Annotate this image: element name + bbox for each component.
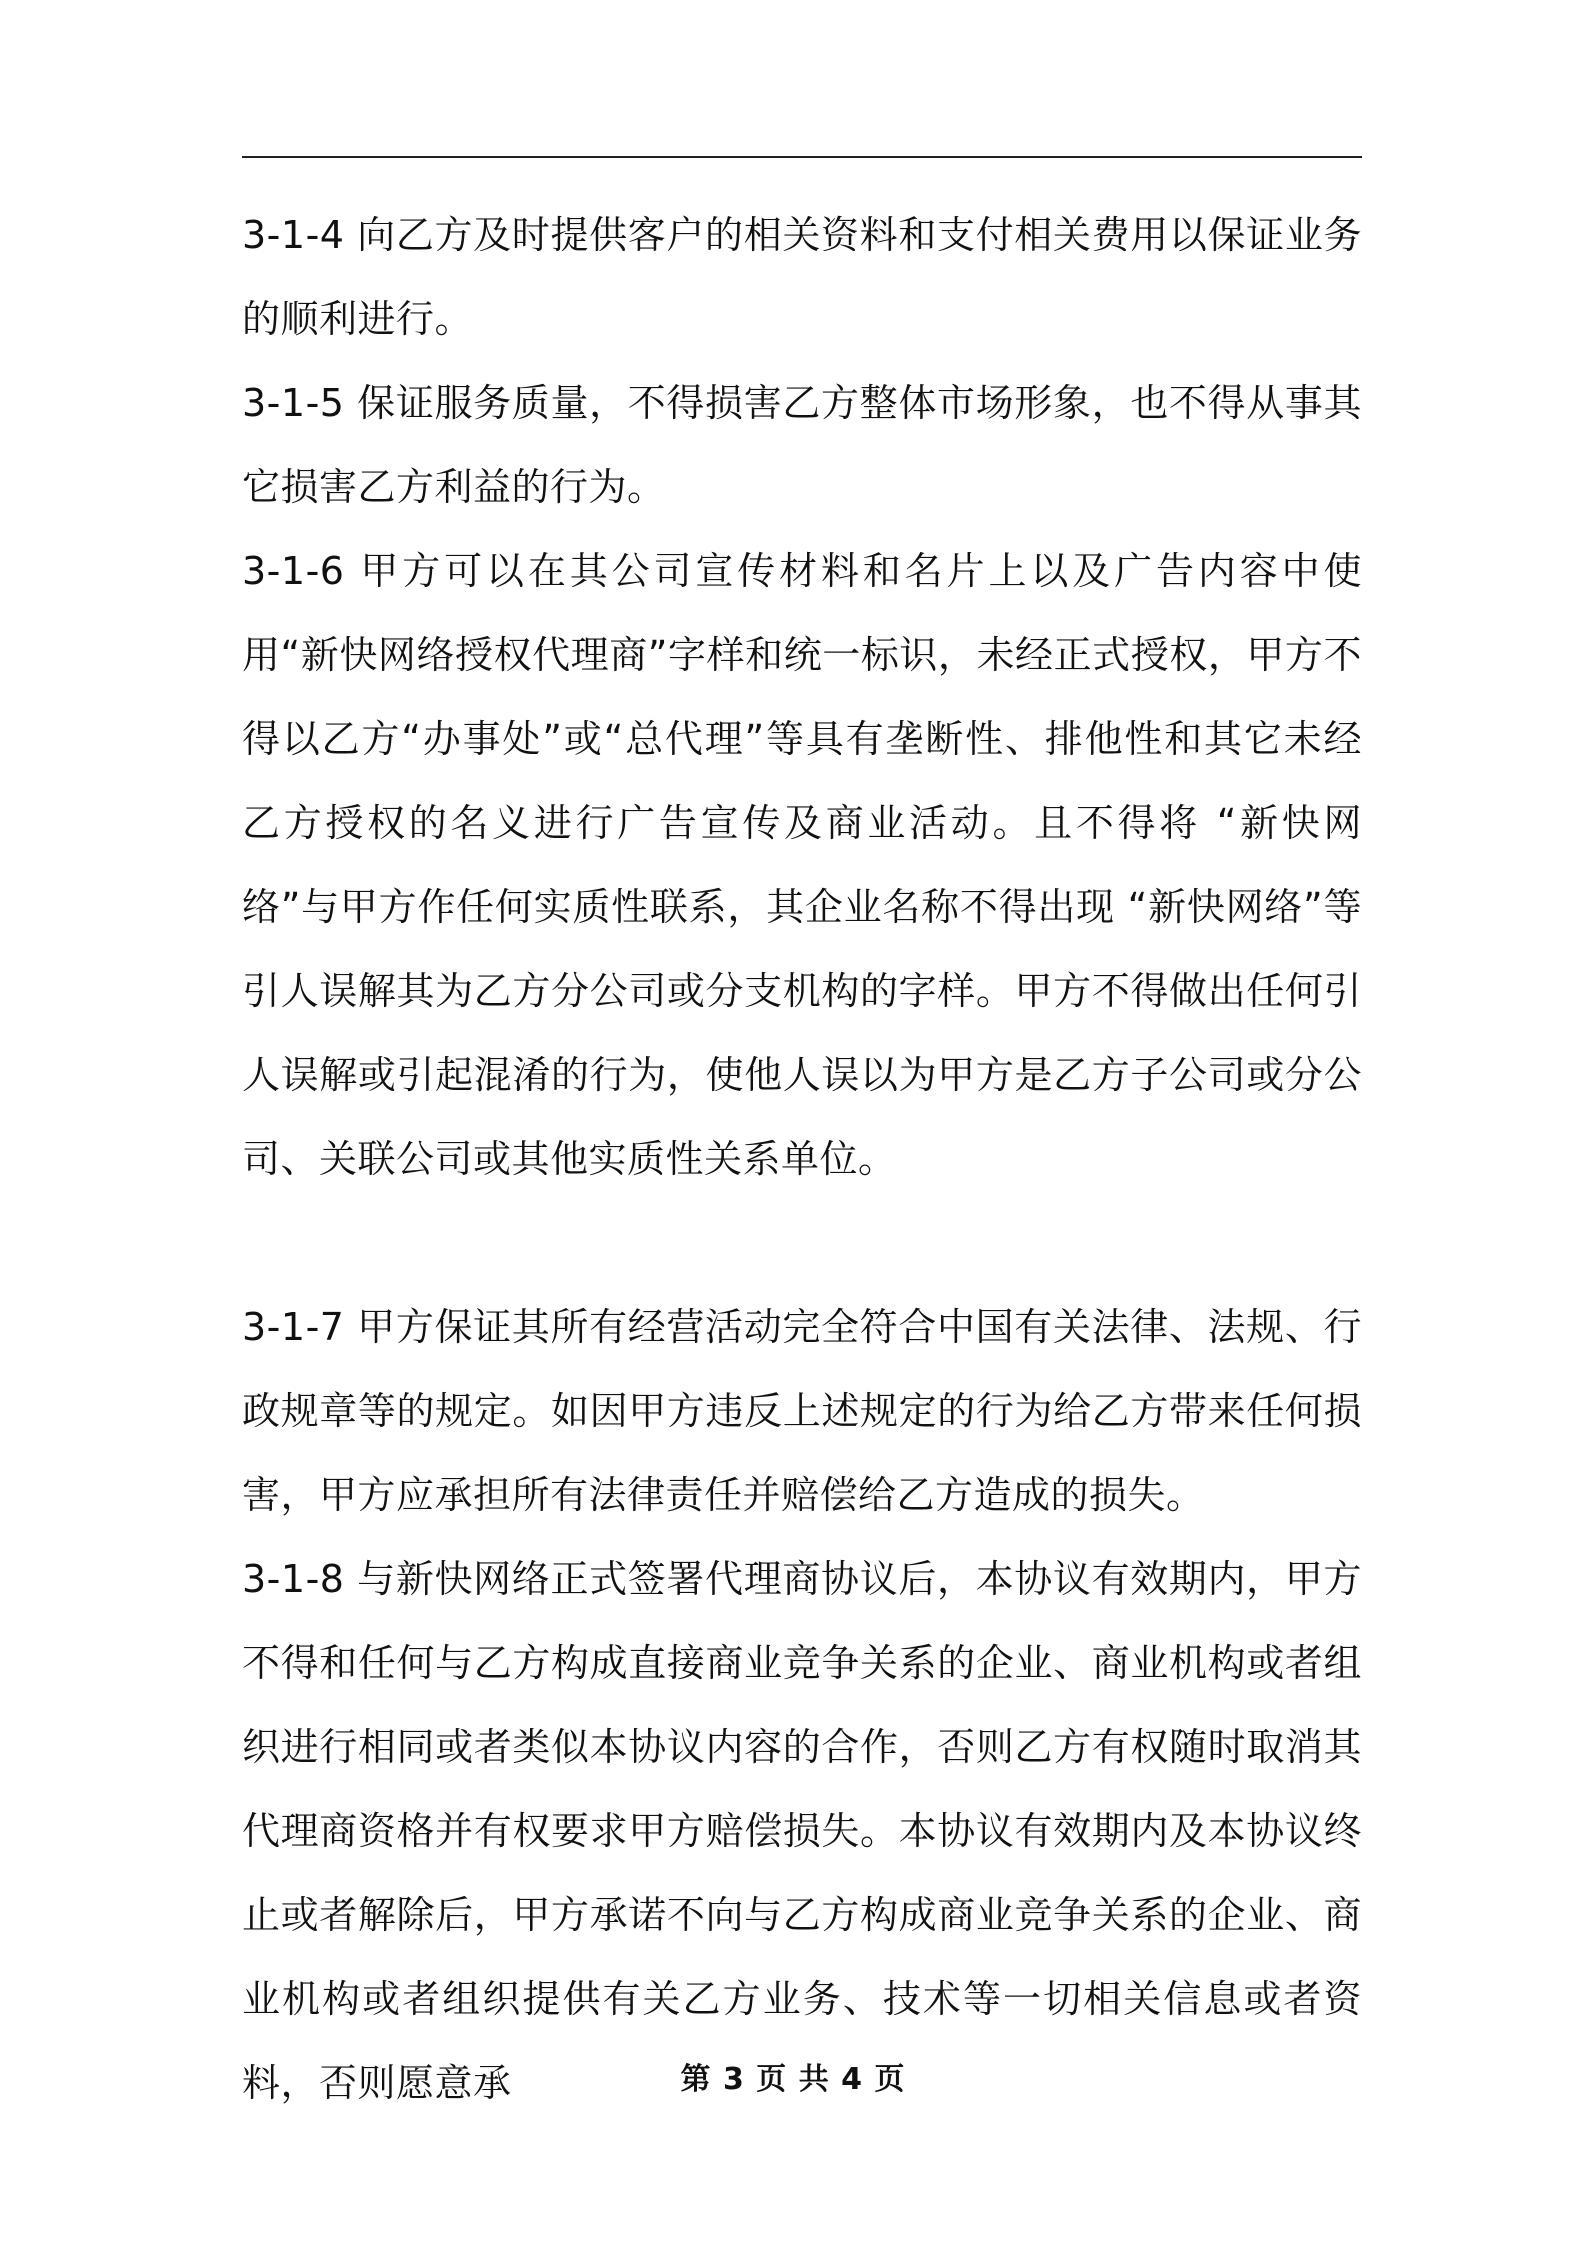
clause-3-1-7: 3-1-7 甲方保证其所有经营活动完全符合中国有关法律、法规、行政规章等的规定。如因甲方违反上述规定的行为给乙方带来任何损害，甲方应承担所有法律责任并赔偿给乙方造成的损失。 [242,1305,1362,1517]
clause-3-1-6: 3-1-6 甲方可以在其公司宣传材料和名片上以及广告内容中使用“新快网络授权代理商”字样和统一标识，未经正式授权，甲方不得以乙方“办事处”或“总代理”等具有垄断性、排他性和其它未经乙方授权的名义进行广告宣传及商业活动。且不得将 “新快网络”与甲方作任何实质性联系，其企业名称不得出现 “新快网络”等引人误解其为乙方分公司或分支机构的字样。甲方不得做出任何引人误解或引起混淆的行为，使他人误以为甲方是乙方子公司或分公司、关联公司或其他实质性关系单位。 [242,549,1362,1181]
document-body [242,193,1362,2125]
header-rule [242,156,1362,158]
clause-3-1-5: 3-1-5 保证服务质量，不得损害乙方整体市场形象，也不得从事其它损害乙方利益的行为。 [242,381,1362,509]
page-number-footer: 第 3 页 共 4 页 [680,2062,906,2097]
clause-3-1-8: 3-1-8 与新快网络正式签署代理商协议后，本协议有效期内，甲方不得和任何与乙方构成直接商业竞争关系的企业、商业机构或者组织进行相同或者类似本协议内容的合作，否则乙方有权随时取消其代理商资格并有权要求甲方赔偿损失。本协议有效期内及本协议终止或者解除后，甲方承诺不向与乙方构成商业竞争关系的企业、商业机构或者组织提供有关乙方业务、技术等一切相关信息或者资料，否则愿意承 [242,1557,1362,2105]
clause-3-1-4: 3-1-4 向乙方及时提供客户的相关资料和支付相关费用以保证业务的顺利进行。 [242,213,1362,341]
